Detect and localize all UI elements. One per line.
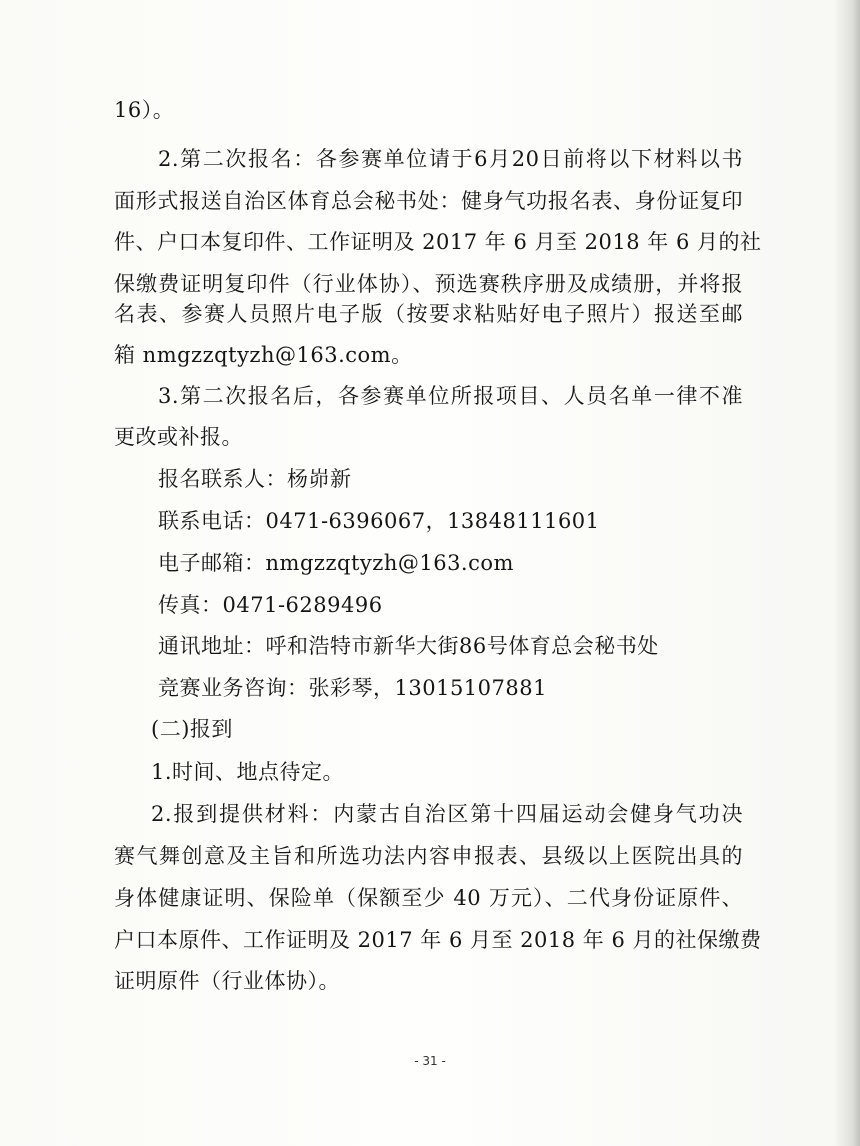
text-line-9: 更改或补报。: [114, 425, 243, 449]
text-line-1: 16）。: [114, 98, 175, 122]
text-line-21: 户口本原件、工作证明及 2017 年 6 月至 2018 年 6 月的社保缴费: [114, 928, 762, 952]
contact-person: 报名联系人：杨峁新: [158, 467, 352, 491]
text-line-7: 箱 nmgzzqtyzh@163.com。: [114, 343, 413, 367]
text-line-4: 件、户口本复印件、工作证明及 2017 年 6 月至 2018 年 6 月的社: [114, 230, 762, 254]
text-line-8: 3.第二次报名后，各参赛单位所报项目、人员名单一律不准: [158, 384, 743, 408]
contact-address: 通讯地址：呼和浩特市新华大街86号体育总会秘书处: [158, 634, 659, 658]
text-line-5: 保缴费证明复印件（行业体协）、预选赛秩序册及成绩册，并将报: [114, 272, 743, 296]
competition-consultation: 竞赛业务咨询：张彩琴，13015107881: [158, 676, 547, 700]
page-number: - 31 -: [414, 1054, 446, 1068]
page-edge-shadow: [834, 0, 860, 1146]
text-line-6: 名表、参赛人员照片电子版（按要求粘贴好电子照片）报送至邮: [114, 302, 743, 326]
text-line-18: 2.报到提供材料：内蒙古自治区第十四届运动会健身气功决: [151, 802, 743, 826]
text-line-20: 身体健康证明、保险单（保额至少 40 万元）、二代身份证原件、: [114, 886, 743, 910]
section-heading-registration: (二)报到: [151, 717, 233, 741]
contact-fax: 传真：0471-6289496: [158, 593, 383, 617]
contact-phone: 联系电话：0471-6396067，13848111601: [158, 509, 600, 533]
text-line-19: 赛气舞创意及主旨和所选功法内容申报表、县级以上医院出具的: [114, 844, 743, 868]
contact-email: 电子邮箱：nmgzzqtyzh@163.com: [158, 551, 514, 575]
text-line-time-place: 1.时间、地点待定。: [151, 760, 345, 784]
text-line-22: 证明原件（行业体协）。: [114, 969, 340, 993]
text-line-3: 面形式报送自治区体育总会秘书处：健身气功报名表、身份证复印: [114, 189, 743, 213]
text-line-2: 2.第二次报名：各参赛单位请于6月20日前将以下材料以书: [158, 147, 743, 171]
